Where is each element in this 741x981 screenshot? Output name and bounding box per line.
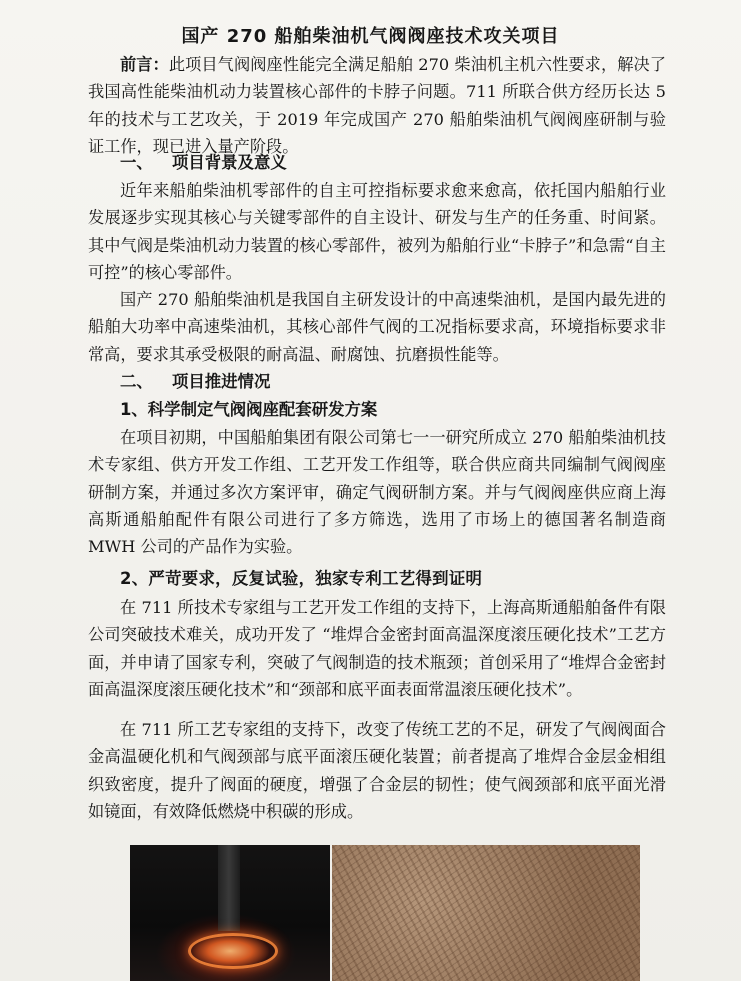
section-1-number: 一、 (120, 153, 153, 172)
section-1-paragraph-1: 近年来船舶柴油机零部件的自主可控指标要求愈来愈高，依托国内船舶行业发展逐步实现其核心与关键零部件的自主设计、研发与生产的任务重、时间紧。其中气阀是柴油机动力装置的核心零部件，被列为船舶行业“卡脖子”和急需“自主可控”的核心零部件。 (88, 181, 666, 282)
subsection-2-heading: 2、严苛要求，反复试验，独家专利工艺得到证明 (120, 569, 483, 588)
hardening-process-photo (130, 845, 330, 981)
section-2-number: 二、 (120, 372, 153, 391)
glowing-valve-ring (188, 933, 278, 969)
section-2-title: 项目推进情况 (172, 372, 271, 391)
section-2-heading (88, 369, 698, 395)
preface-label: 前言： (120, 55, 169, 74)
preface-text: 此项目气阀阀座性能完全满足船舶 270 柴油机主机六性要求，解决了我国高性能柴油机动力装置核心部件的卡脖子问题。711 所联合供方经历长达 5 年的技术与工艺攻关，于 2019 年完成国产 270 船舶柴油机气阀阀座研制与验证工作，现已进入量产阶段。 (88, 55, 666, 156)
subsection-1-heading: 1、科学制定气阀阀座配套研发方案 (120, 400, 378, 419)
subsection-2-paragraph-2: 在 711 所工艺专家组的支持下，改变了传统工艺的不足，研发了气阀阀面合金高温硬化机和气阀颈部与底平面滚压硬化装置；前者提高了堆焊合金层金相组织致密度，提升了阀面的硬度，增强了合金层的韧性；使气阀颈部和底平面光滑如镜面，有效降低燃烧中积碳的形成。 (88, 720, 666, 821)
roller-tool-shape (218, 845, 240, 931)
section-1-paragraph-2: 国产 270 船舶柴油机是我国自主研发设计的中高速柴油机，是国内最先进的船舶大功率中高速柴油机，其核心部件气阀的工况指标要求高，环境指标要求非常高，要求其承受极限的耐高温、耐腐蚀、抗磨损性能等。 (88, 290, 666, 364)
metallographic-structure-photo (332, 845, 640, 981)
subsection-2-paragraph-1: 在 711 所技术专家组与工艺开发工作组的支持下，上海高斯通船舶备件有限公司突破技术难关，成功开发了 “堆焊合金密封面高温深度滚压硬化技术”工艺方面，并申请了国家专利，突破了气阀制造的技术瓶颈；首创采用了“堆焊合金密封面高温深度滚压硬化技术”和“颈部和底平面表面常温滚压硬化技术”。 (88, 598, 666, 699)
document-title: 国产 270 船舶柴油机气阀阀座技术攻关项目 (181, 26, 560, 47)
subsection-1-paragraph: 在项目初期，中国船舶集团有限公司第七一一研究所成立 270 船舶柴油机技术专家组、供方开发工作组、工艺开发工作组等，联合供应商共同编制气阀阀座研制方案，并通过多次方案评审，确定气阀研制方案。并与气阀阀座供应商上海高斯通船舶配件有限公司进行了多方筛选，选用了市场上的德国著名制造商 MWH 公司的产品作为实验。 (88, 428, 666, 557)
section-1-heading (88, 150, 698, 176)
section-1-title: 项目背景及意义 (172, 153, 287, 172)
preface-paragraph (88, 51, 666, 160)
